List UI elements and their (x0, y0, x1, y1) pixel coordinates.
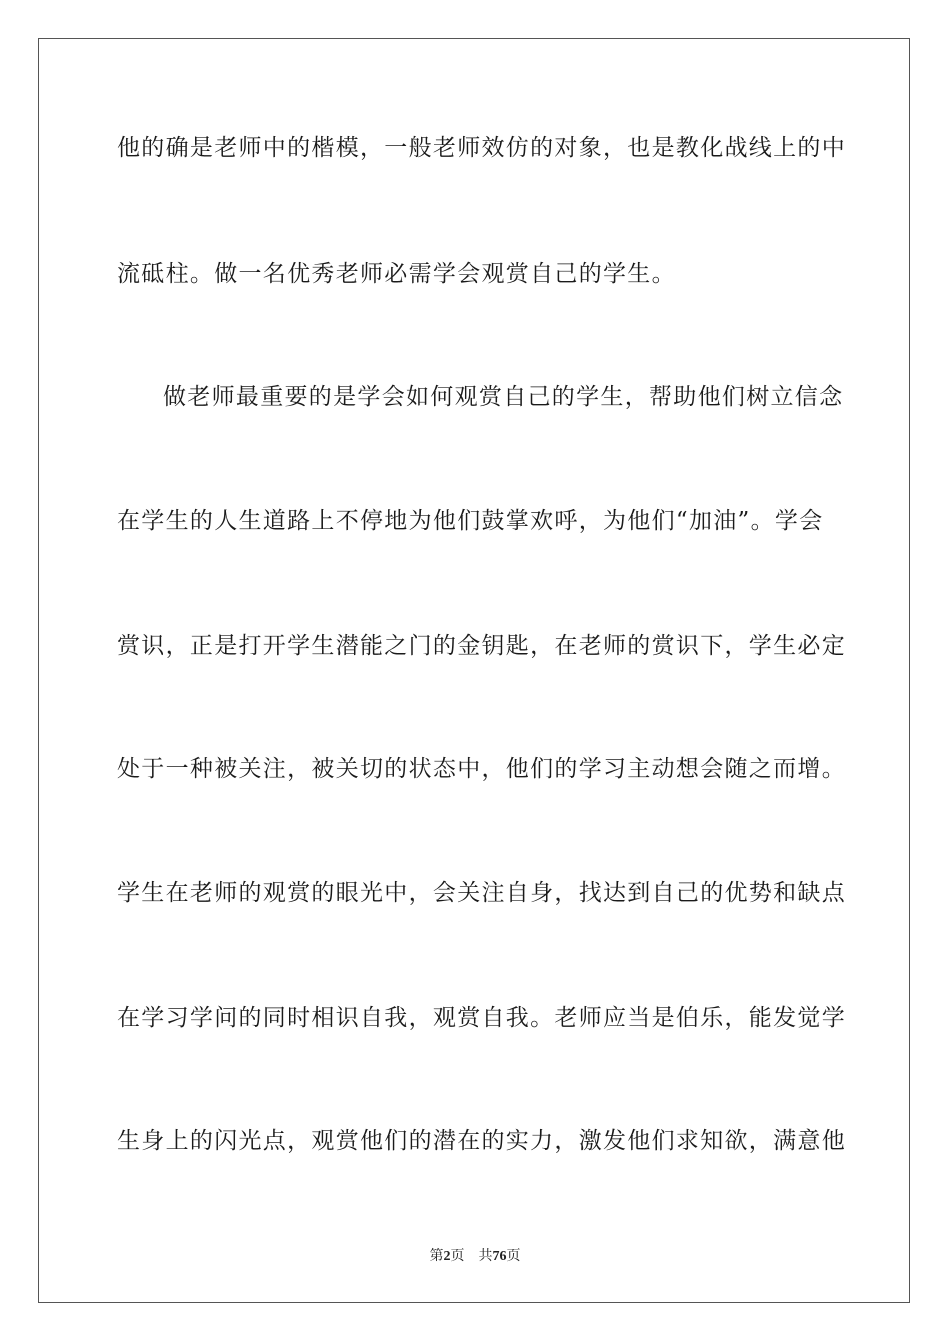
text-line-3: 做老师最重要的是学会如何观赏自己的学生，帮助他们树立信念 (163, 384, 844, 410)
page-suffix: 页 (450, 1248, 465, 1264)
total-pages: 76 (492, 1249, 507, 1264)
page-prefix: 第 (429, 1248, 444, 1264)
text-line-1: 他的确是老师中的楷模，一般老师效仿的对象，也是教化战线上的中 (117, 135, 846, 161)
page-footer (0, 1247, 950, 1266)
text-line-4: 在学生的人生道路上不停地为他们鼓掌欢呼，为他们“加油”。学会 (117, 508, 824, 534)
text-line-9: 生身上的闪光点，观赏他们的潜在的实力，激发他们求知欲，满意他 (117, 1128, 846, 1154)
text-line-2: 流砥柱。做一名优秀老师必需学会观赏自己的学生。 (117, 261, 676, 287)
total-prefix: 共 (478, 1248, 493, 1264)
total-suffix: 页 (506, 1248, 521, 1264)
text-line-7: 学生在老师的观赏的眼光中，会关注自身，找达到自己的优势和缺点 (117, 880, 846, 906)
text-line-5: 赏识，正是打开学生潜能之门的金钥匙，在老师的赏识下，学生必定 (117, 633, 846, 659)
text-line-8: 在学习学问的同时相识自我，观赏自我。老师应当是伯乐，能发觉学 (117, 1005, 846, 1031)
text-line-6: 处于一种被关注，被关切的状态中，他们的学习主动想会随之而增。 (117, 756, 846, 782)
page-number: 2 (443, 1249, 451, 1264)
page-frame (38, 38, 910, 1303)
